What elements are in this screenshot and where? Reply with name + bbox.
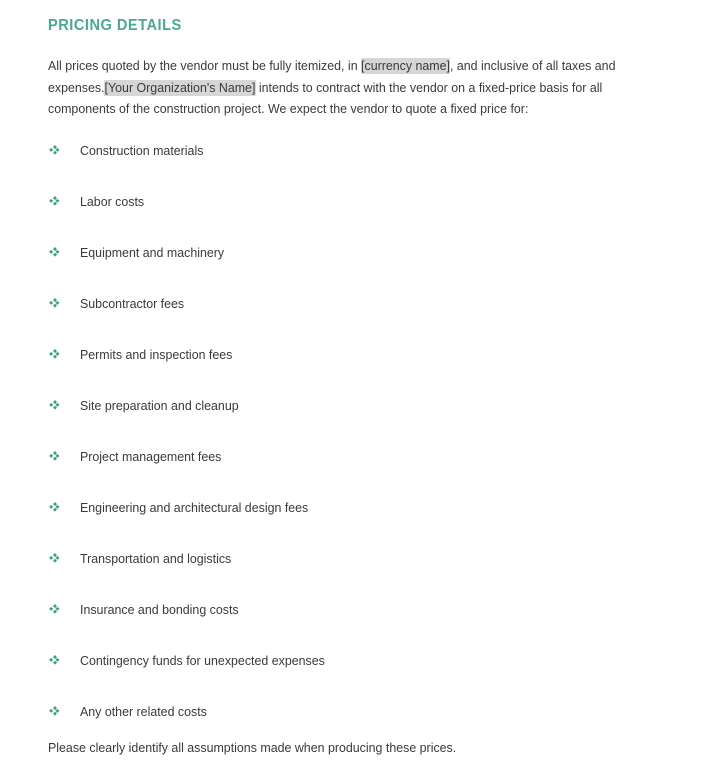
diamond-bullet-icon bbox=[48, 552, 62, 566]
intro-text-segment-2: , and inclusive of all taxes and expenses. bbox=[48, 59, 616, 95]
list-item-label: Project management fees bbox=[80, 450, 222, 464]
diamond-bullet-icon bbox=[48, 144, 62, 158]
diamond-bullet-icon bbox=[48, 603, 62, 617]
list-item bbox=[48, 550, 668, 601]
list-item-label: Insurance and bonding costs bbox=[80, 603, 239, 617]
list-item bbox=[48, 193, 668, 244]
currency-name-placeholder[interactable]: [currency name] bbox=[361, 59, 450, 73]
diamond-bullet-icon bbox=[48, 195, 62, 209]
diamond-bullet-icon bbox=[48, 501, 62, 515]
list-item-label: Equipment and machinery bbox=[80, 246, 225, 260]
list-item bbox=[48, 601, 668, 652]
list-item-label: Site preparation and cleanup bbox=[80, 399, 239, 413]
diamond-bullet-icon bbox=[48, 348, 62, 362]
list-item-label: Any other related costs bbox=[80, 705, 207, 719]
list-item bbox=[48, 448, 668, 499]
list-item-label: Permits and inspection fees bbox=[80, 348, 233, 362]
list-item bbox=[48, 499, 668, 550]
list-item-label: Engineering and architectural design fees bbox=[80, 501, 309, 515]
diamond-bullet-icon bbox=[48, 399, 62, 413]
organization-name-placeholder[interactable]: [Your Organization's Name] bbox=[104, 80, 256, 95]
list-item bbox=[48, 142, 668, 193]
diamond-bullet-icon bbox=[48, 654, 62, 668]
diamond-bullet-icon bbox=[48, 705, 62, 719]
intro-text-segment-1: All prices quoted by the vendor must be fully itemized, in bbox=[48, 59, 362, 73]
list-item bbox=[48, 346, 668, 397]
list-item bbox=[48, 397, 668, 448]
list-item-label: Contingency funds for unexpected expenses bbox=[80, 654, 325, 668]
list-item-label: Labor costs bbox=[80, 195, 145, 209]
intro-text-segment-3: intends to contract with the vendor on a fixed-price basis for all components of the construction project. We expect the vendor to quote a fixed price for: bbox=[48, 80, 603, 116]
intro-paragraph bbox=[48, 56, 639, 121]
page-title: PRICING DETAILS bbox=[48, 17, 182, 34]
list-item bbox=[48, 244, 668, 295]
list-item bbox=[48, 652, 668, 703]
diamond-bullet-icon bbox=[48, 450, 62, 464]
pricing-items-list bbox=[48, 142, 668, 754]
list-item bbox=[48, 295, 668, 346]
closing-paragraph: Please clearly identify all assumptions made when producing these prices. bbox=[48, 741, 457, 755]
diamond-bullet-icon bbox=[48, 297, 62, 311]
list-item-label: Transportation and logistics bbox=[80, 552, 232, 566]
list-item-label: Subcontractor fees bbox=[80, 297, 185, 311]
list-item-label: Construction materials bbox=[80, 144, 204, 158]
diamond-bullet-icon bbox=[48, 246, 62, 260]
